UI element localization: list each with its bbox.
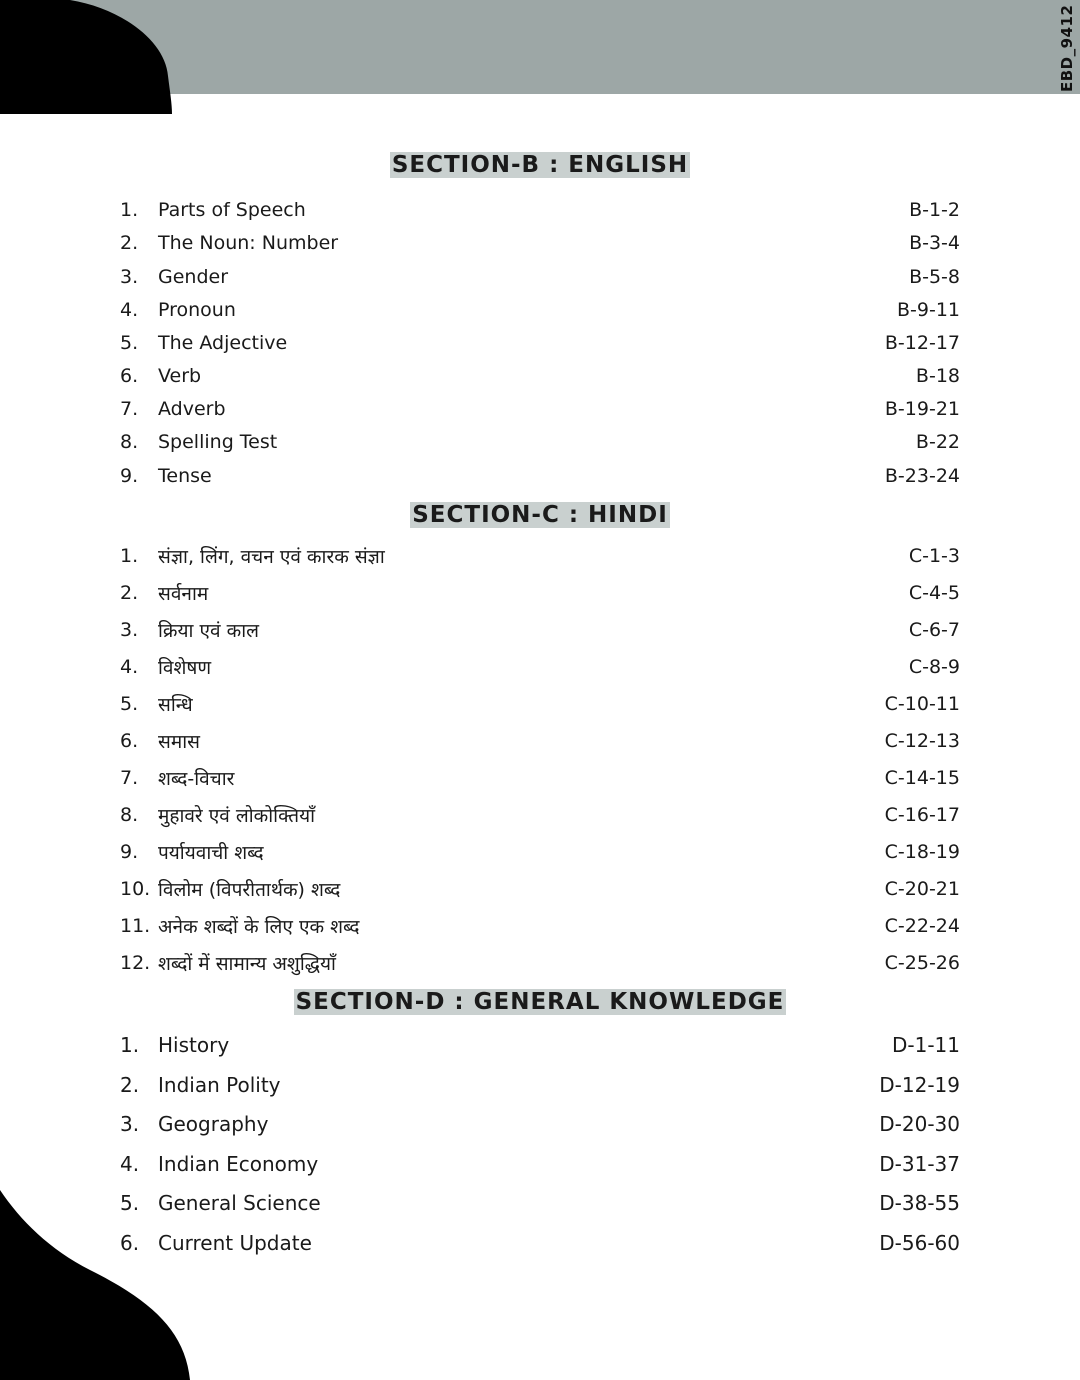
- toc-row: 1. संज्ञा, लिंग, वचन एवं कारक संज्ञा C-1-3: [120, 545, 960, 568]
- toc-row: 3. Gender B-5-8: [120, 266, 960, 288]
- toc-row: 7. शब्द-विचार C-14-15: [120, 767, 960, 790]
- toc-row: 9. Tense B-23-24: [120, 465, 960, 487]
- toc-row: 5. The Adjective B-12-17: [120, 332, 960, 354]
- toc-row: 5. General Science D-38-55: [120, 1191, 960, 1215]
- toc-row: 7. Adverb B-19-21: [120, 398, 960, 420]
- toc-row: 2. Indian Polity D-12-19: [120, 1073, 960, 1097]
- corner-blob-top: [0, 0, 180, 116]
- document-code: EBD_9412: [1058, 4, 1076, 92]
- toc-row: 2. सर्वनाम C-4-5: [120, 582, 960, 605]
- corner-blob-bottom: [0, 1190, 195, 1380]
- toc-row: 3. Geography D-20-30: [120, 1112, 960, 1136]
- toc-row: 4. Indian Economy D-31-37: [120, 1152, 960, 1176]
- toc-row: 2. The Noun: Number B-3-4: [120, 232, 960, 254]
- toc-row: 6. Current Update D-56-60: [120, 1231, 960, 1255]
- toc-row: 9. पर्यायवाची शब्द C-18-19: [120, 841, 960, 864]
- toc-row: 1. Parts of Speech B-1-2: [120, 199, 960, 221]
- toc-row: 8. मुहावरे एवं लोकोक्तियाँ C-16-17: [120, 804, 960, 827]
- section-title-general-knowledge: SECTION-D : GENERAL KNOWLEDGE: [295, 989, 785, 1015]
- toc-row: 10. विलोम (विपरीतार्थक) शब्द C-20-21: [120, 878, 960, 901]
- toc-row: 12. शब्दों में सामान्य अशुद्धियाँ C-25-26: [120, 952, 960, 975]
- section-title-english: SECTION-B : ENGLISH: [391, 152, 689, 178]
- toc-row: 8. Spelling Test B-22: [120, 431, 960, 453]
- section-title-hindi: SECTION-C : HINDI: [412, 502, 668, 528]
- toc-row: 6. Verb B-18: [120, 365, 960, 387]
- toc-row: 3. क्रिया एवं काल C-6-7: [120, 619, 960, 642]
- toc-row: 11. अनेक शब्दों के लिए एक शब्द C-22-24: [120, 915, 960, 938]
- toc-row: 4. विशेषण C-8-9: [120, 656, 960, 679]
- toc-row: 6. समास C-12-13: [120, 730, 960, 753]
- toc-row: 5. सन्धि C-10-11: [120, 693, 960, 716]
- toc-row: 1. History D-1-11: [120, 1033, 960, 1057]
- toc-row: 4. Pronoun B-9-11: [120, 299, 960, 321]
